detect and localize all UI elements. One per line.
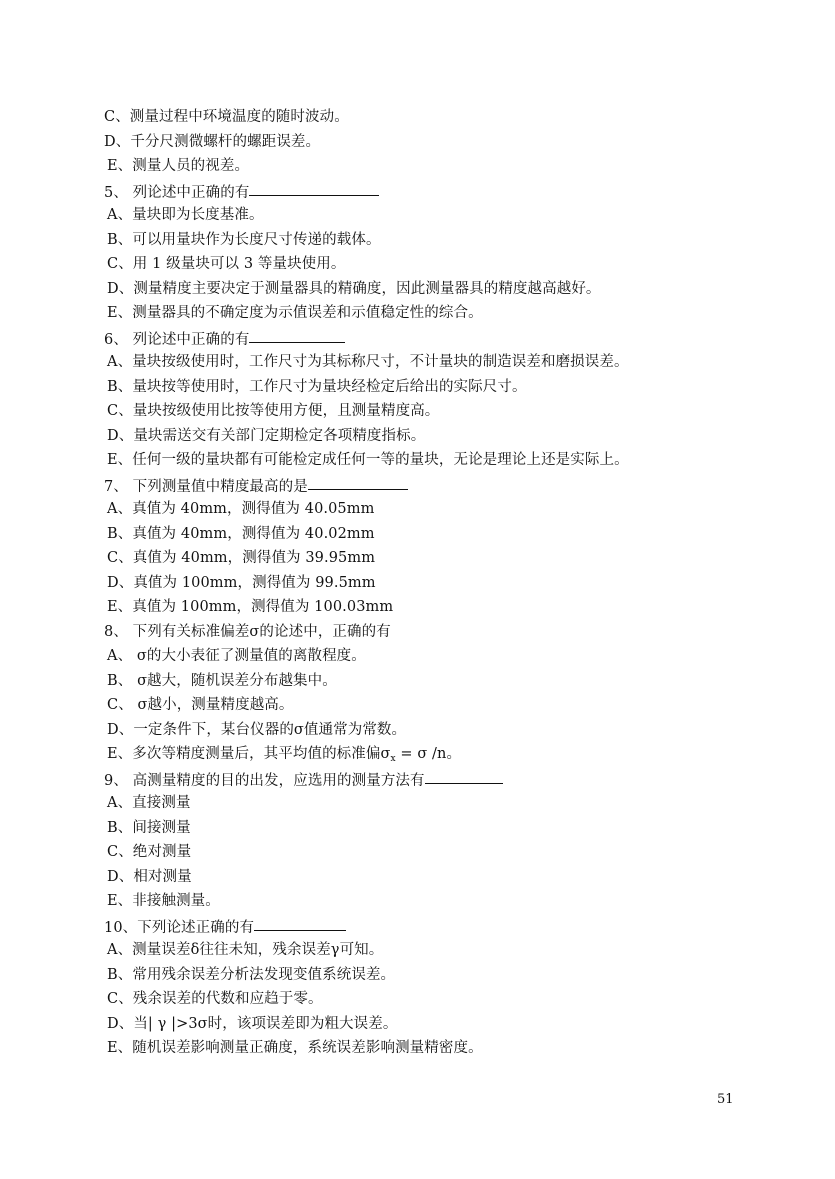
- text-line: [104, 375, 754, 400]
- line-text: D、千分尺测微螺杆的螺距误差。: [104, 133, 321, 150]
- answer-blank: [249, 179, 379, 196]
- line-text: C、 σ越小，测量精度越高。: [107, 697, 294, 713]
- text-line: [104, 154, 754, 179]
- text-line: [104, 620, 754, 645]
- text-line: [104, 252, 754, 277]
- text-line: [104, 326, 754, 351]
- line-text: E、测量人员的视差。: [107, 158, 250, 174]
- line-text: 10、下列论述正确的有: [104, 919, 255, 936]
- text-line: [104, 1012, 754, 1037]
- line-text: C、残余误差的代数和应趋于零。: [107, 991, 323, 1007]
- line-text: D、相对测量: [107, 868, 192, 885]
- text-line: [104, 105, 754, 130]
- text-line: [104, 228, 754, 253]
- line-text: C、用 1 级量块可以 3 等量块使用。: [107, 256, 346, 272]
- text-line: [104, 571, 754, 596]
- line-text: D、真值为 100mm，测得值为 99.5mm: [107, 574, 376, 591]
- text-line: [104, 424, 754, 449]
- line-tail-text: = σ /n。: [395, 746, 462, 762]
- line-text: E、随机误差影响测量正确度，系统误差影响测量精密度。: [107, 1040, 483, 1056]
- text-line: [104, 399, 754, 424]
- text-line: [104, 718, 754, 743]
- page-number: 51: [717, 1092, 734, 1107]
- text-line: [104, 987, 754, 1012]
- line-text: D、测量精度主要决定于测量器具的精确度，因此测量器具的精度越高越好。: [107, 280, 601, 297]
- text-line: [104, 130, 754, 155]
- line-text: 7、 下列测量值中精度最高的是: [104, 478, 308, 495]
- line-text: E、多次等精度测量后，其平均值的标准偏σ: [107, 746, 391, 762]
- line-text: C、绝对测量: [107, 844, 192, 860]
- text-line: [104, 816, 754, 841]
- line-text: 5、 列论述中正确的有: [104, 184, 250, 201]
- line-text: D、量块需送交有关部门定期检定各项精度指标。: [107, 427, 426, 444]
- text-line: [104, 644, 754, 669]
- line-text: B、常用残余误差分析法发现变值系统误差。: [107, 966, 396, 983]
- line-text: A、量块即为长度基准。: [107, 207, 264, 223]
- text-line: [104, 693, 754, 718]
- line-text: B、量块按等使用时，工作尺寸为量块经检定后给出的实际尺寸。: [107, 378, 527, 395]
- line-text: 8、 下列有关标准偏差σ的论述中，正确的有: [104, 623, 391, 640]
- text-line: [104, 301, 754, 326]
- line-text: E、测量器具的不确定度为示值误差和示值稳定性的综合。: [107, 305, 483, 321]
- text-line: [104, 546, 754, 571]
- line-text: A、真值为 40mm，测得值为 40.05mm: [107, 501, 375, 517]
- line-text: A、测量误差δ往往未知，残余误差γ可知。: [107, 942, 384, 958]
- line-text: D、当| γ |>3σ时，该项误差即为粗大误差。: [107, 1015, 398, 1032]
- text-line: [104, 473, 754, 498]
- answer-blank: [308, 473, 408, 490]
- line-text: B、真值为 40mm，测得值为 40.02mm: [107, 525, 375, 542]
- text-line: [104, 179, 754, 204]
- line-text: B、可以用量块作为长度尺寸传递的载体。: [107, 231, 381, 248]
- text-line: [104, 1036, 754, 1061]
- answer-blank: [249, 326, 345, 343]
- text-line: [104, 767, 754, 792]
- line-text: A、直接测量: [107, 795, 191, 811]
- line-text: C、测量过程中环境温度的随时波动。: [104, 109, 349, 125]
- text-line: [104, 448, 754, 473]
- text-line: [104, 669, 754, 694]
- answer-blank: [425, 767, 503, 784]
- line-text: 6、 列论述中正确的有: [104, 331, 250, 348]
- text-line: [104, 742, 754, 767]
- text-line: [104, 522, 754, 547]
- text-line: [104, 963, 754, 988]
- text-line: [104, 791, 754, 816]
- line-text: C、量块按级使用比按等使用方便，且测量精度高。: [107, 403, 440, 419]
- line-text: D、一定条件下，某台仪器的σ值通常为常数。: [107, 721, 407, 738]
- text-line: [104, 889, 754, 914]
- subscript-text: x: [390, 754, 396, 764]
- line-text: A、量块按级使用时，工作尺寸为其标称尺寸，不计量块的制造误差和磨损误差。: [107, 354, 629, 370]
- text-line: [104, 938, 754, 963]
- line-text: E、真值为 100mm，测得值为 100.03mm: [107, 599, 394, 615]
- text-line: [104, 350, 754, 375]
- document-body: [104, 105, 754, 1061]
- text-line: [104, 203, 754, 228]
- answer-blank: [254, 914, 346, 931]
- text-line: [104, 497, 754, 522]
- text-line: [104, 277, 754, 302]
- line-text: C、真值为 40mm，测得值为 39.95mm: [107, 550, 376, 566]
- text-line: [104, 840, 754, 865]
- line-text: B、 σ越大，随机误差分布越集中。: [107, 672, 337, 689]
- line-text: A、 σ的大小表征了测量值的离散程度。: [107, 648, 366, 664]
- line-text: B、间接测量: [107, 819, 191, 836]
- line-text: E、任何一级的量块都有可能检定成任何一等的量块，无论是理论上还是实际上。: [107, 452, 629, 468]
- line-text: E、非接触测量。: [107, 893, 220, 909]
- text-line: [104, 595, 754, 620]
- text-line: [104, 865, 754, 890]
- line-text: 9、 高测量精度的目的出发，应选用的测量方法有: [104, 772, 425, 789]
- text-line: [104, 914, 754, 939]
